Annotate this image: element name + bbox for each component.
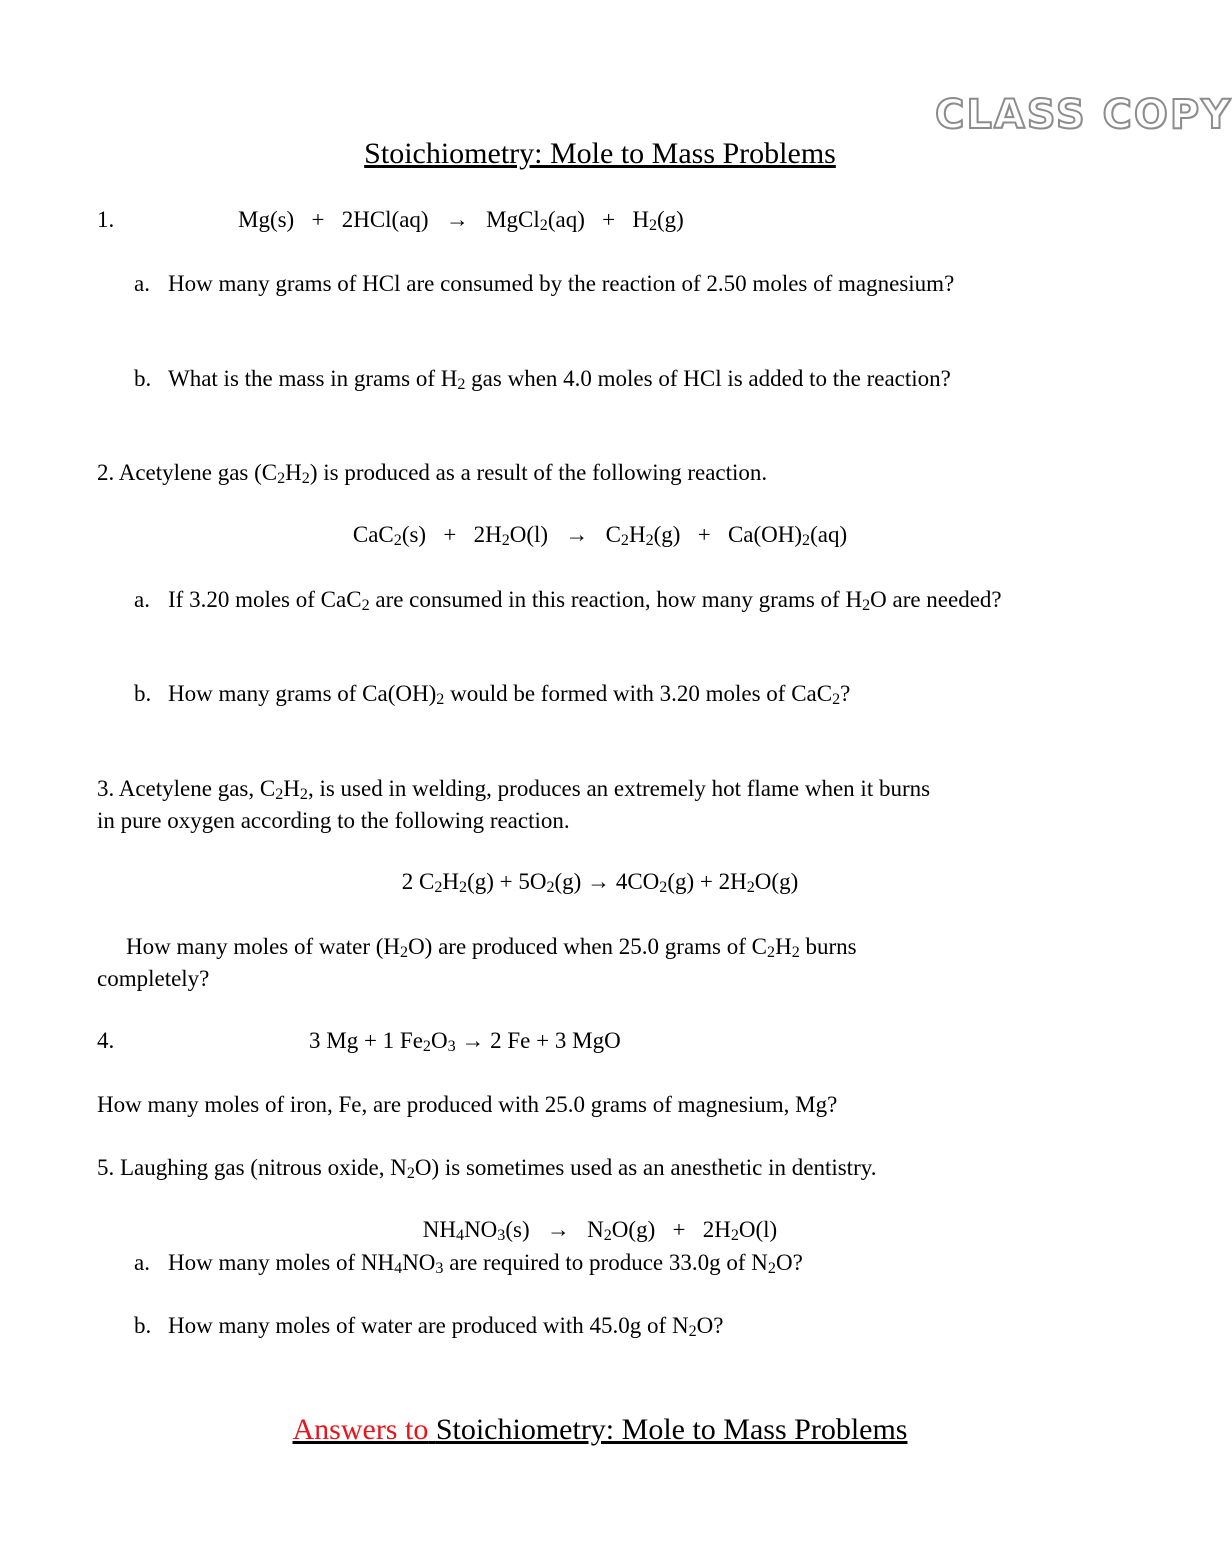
q3-equation: 2 $C_2H_2(g) + 5O_2(g) \to 4CO_2(g) + 2H_2O(g)$: [401, 869, 799, 897]
q5-equation: $NH_4NO_3(s)$ → $N_2O(g)$ + $2H_2O(l)$: [422, 1217, 778, 1245]
page-title: Stoichiometry: Mole to Mass Problems: [364, 137, 836, 170]
q5-intro: 5. Laughing gas (nitrous oxide, $N_2O$) is sometimes used as an anesthetic in dentistry.: [97, 1155, 877, 1183]
q5a-label: a.: [134, 1250, 150, 1275]
q3-intro-line2: in pure oxygen according to the following reaction.: [97, 808, 570, 833]
q3-intro-line1: 3. Acetylene gas, $C_2H_2$, is used in welding, produces an extremely hot flame when it burns: [97, 776, 931, 804]
q1b-label: b.: [134, 366, 152, 391]
q5b-text: How many moles of water are produced with 45.0g of $N_2O$?: [168, 1313, 724, 1341]
q1-equation: Mg(s) + 2HCl(aq) → MgCl$_2$(aq) + $H_2(g)$: [238, 207, 684, 235]
q5a-text: How many moles of $NH_4NO_3$ are required to produce 33.0g of $N_2O$?: [168, 1250, 803, 1278]
q2a-text: If 3.20 moles of CaC$_2$ are consumed in this reaction, how many grams of $H_2O$ are needed?: [168, 587, 1002, 615]
q2-intro: 2. Acetylene gas $(C_2H_2)$ is produced as a result of the following reaction.: [97, 460, 768, 488]
q2-equation: CaC$_2$(s) + $2H_2O(l)$ → $C_2H_2(g)$ + $Ca(OH)_2(aq)$: [352, 522, 848, 550]
answers-heading[interactable]: [0, 1413, 1200, 1447]
q4-question: How many moles of iron, Fe, are produced with 25.0 grams of magnesium, Mg?: [97, 1092, 838, 1117]
q2b-label: b.: [134, 681, 152, 706]
q1b-text: What is the mass in grams of $H_2$ gas when 4.0 moles of HCl is added to the reaction?: [168, 366, 951, 394]
q4-equation: 3 Mg + 1 $Fe_2O_3 \to 2$ Fe + 3 MgO: [309, 1028, 621, 1056]
q1a-text: How many grams of HCl are consumed by the reaction of 2.50 moles of magnesium?: [168, 271, 955, 296]
q2a-label: a.: [134, 587, 150, 612]
q5b-label: b.: [134, 1313, 152, 1338]
answers-title: Stoichiometry: Mole to Mass Problems: [435, 1413, 908, 1446]
class-copy-stamp: CLASS COPY: [935, 92, 1232, 138]
answers-to-link[interactable]: Answers to: [292, 1413, 429, 1446]
q2b-text: How many grams of $Ca(OH)_2$ would be formed with 3.20 moles of CaC$_2$?: [168, 681, 851, 709]
q1a-label: a.: [134, 271, 150, 296]
q3-question-line2: completely?: [97, 966, 210, 991]
q4-number: 4.: [97, 1028, 115, 1053]
q1-number: 1.: [97, 207, 115, 232]
q3-question-line1: How many moles of water $(H_2O)$ are produced when 25.0 grams of $C_2H_2$ burns: [126, 934, 857, 962]
